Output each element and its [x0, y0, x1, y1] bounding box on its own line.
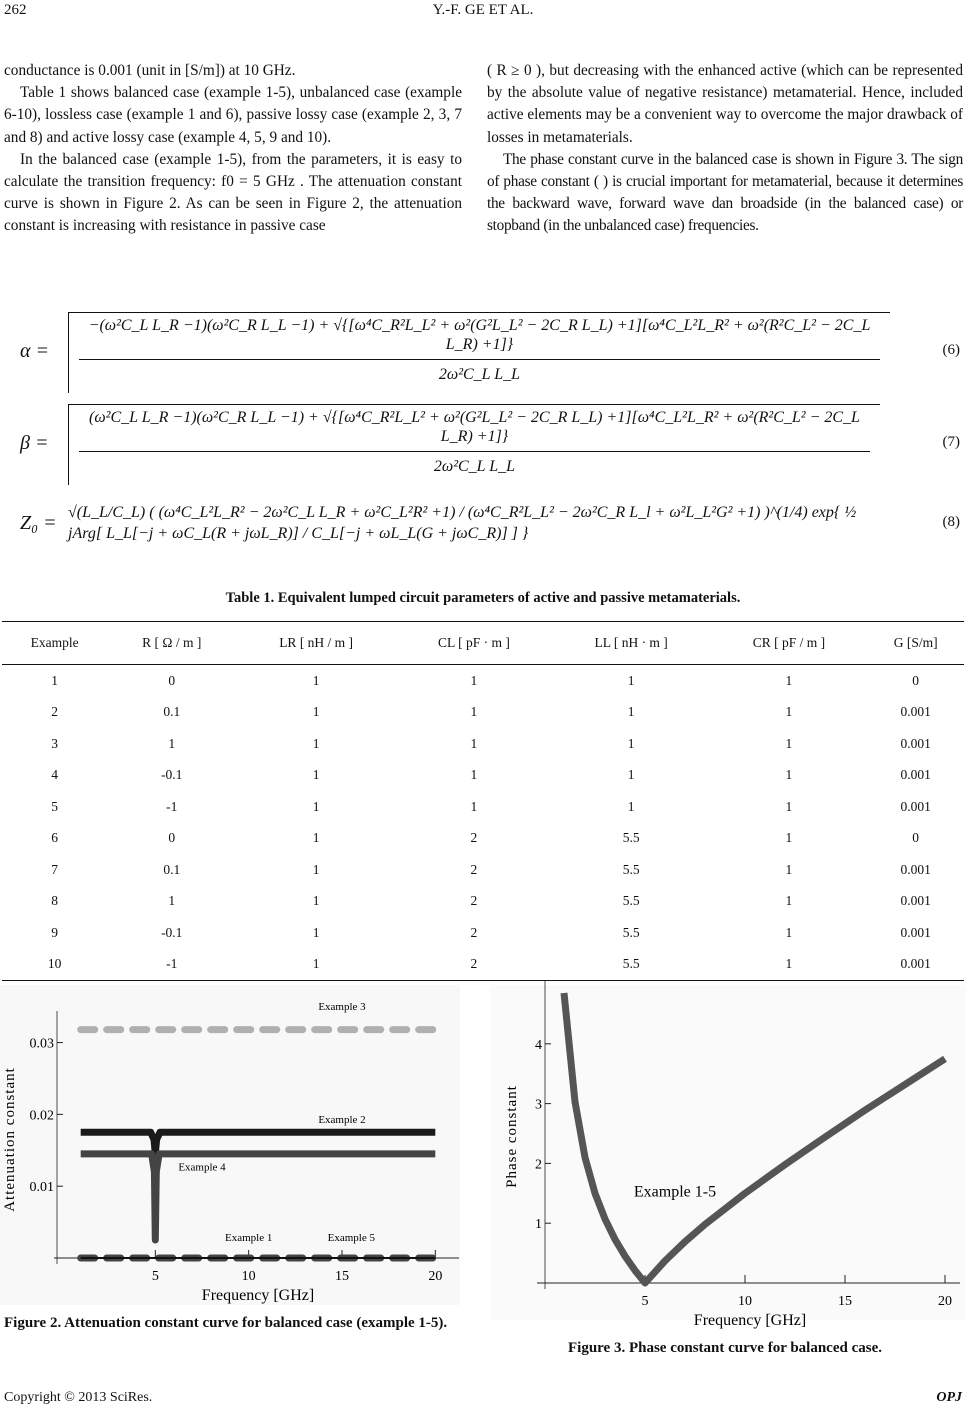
table-cell: 1	[470, 798, 478, 814]
table-cell: 0.001	[867, 949, 964, 981]
table-cell: 10	[2, 949, 107, 981]
table-cell: 0.001	[900, 767, 931, 783]
series-label: Example 4	[178, 1161, 226, 1174]
table-cell: 1	[51, 672, 59, 688]
table-cell: 1	[627, 798, 635, 814]
column-header: LR [ nH / m ]	[236, 622, 396, 665]
denominator: 2ω²C_L L_L	[433, 458, 516, 475]
table-cell: 1	[312, 672, 320, 688]
equation-lhs: β =	[20, 432, 49, 454]
sqrt-sign	[68, 312, 890, 393]
column-header: G [S/m]	[867, 622, 964, 665]
table-cell: 5.5	[622, 830, 640, 846]
x-tick-label: 20	[428, 1269, 443, 1284]
equation-6	[20, 312, 960, 394]
table-cell: 1	[236, 949, 396, 981]
y-tick-label: 0.02	[29, 1108, 54, 1124]
x-tick-label: 15	[838, 1294, 852, 1309]
equation-8	[20, 498, 960, 568]
equation-number: (6)	[942, 342, 960, 358]
table-row	[2, 791, 964, 823]
table-cell: 1	[168, 893, 176, 909]
y-tick-label: 3	[535, 1097, 542, 1113]
table-cell: 2	[396, 949, 552, 981]
table-cell: -0.1	[161, 767, 183, 783]
table-row	[2, 854, 964, 886]
table-cell: 0	[912, 830, 920, 846]
table-cell: 0.1	[163, 861, 181, 877]
table-header-row	[2, 622, 964, 665]
table-row	[2, 697, 964, 729]
table-cell: 1	[627, 767, 635, 783]
y-axis-label: Attenuation constant	[2, 1067, 18, 1212]
table-cell: 1	[470, 704, 478, 720]
table-cell: 2	[470, 830, 478, 846]
table-cell: 0.001	[900, 798, 931, 814]
table-cell: -1	[107, 949, 236, 981]
denominator: 2ω²C_L L_L	[438, 366, 521, 383]
column-header: CR [ pF / m ]	[711, 622, 868, 665]
table-cell: 3	[51, 735, 59, 751]
table-cell: 1	[627, 704, 635, 720]
parameters-table	[2, 621, 964, 981]
table-row	[2, 760, 964, 792]
table-cell: 9	[51, 924, 59, 940]
table-cell: 1	[785, 767, 793, 783]
column-header: Example	[2, 622, 107, 665]
column-header: CL [ pF · m ]	[396, 622, 552, 665]
table-cell: 1	[785, 704, 793, 720]
paragraph: The phase constant curve in the balanced case is shown in Figure 3. The sign of phase constant ( ) is crucial important for metamaterial, because it determines the backward wave, forward wave dan broadside (in the balanced case) or stopband (in the unbalanced case) frequencies.	[487, 150, 963, 235]
series-label: Example 2	[318, 1113, 366, 1126]
table-cell: 2	[470, 924, 478, 940]
x-tick-label: 10	[241, 1269, 256, 1284]
table-cell: 0.001	[900, 893, 931, 909]
table-cell: 5	[51, 798, 59, 814]
table-cell: 1	[312, 735, 320, 751]
table-cell: 1	[312, 893, 320, 909]
table-cell: 1	[785, 672, 793, 688]
table-cell: 2	[51, 704, 59, 720]
x-tick-label: 15	[335, 1269, 349, 1284]
table-caption: Table 1. Equivalent lumped circuit parameters of active and passive metamaterials.	[225, 590, 741, 606]
paragraph: In the balanced case (example 1-5), from the parameters, it is easy to calculate the transition frequency: f0 = 5 GHz . The attenuation constant curve is shown in Figure 2. As can be seen in Figure 2, the attenuation constant is increasing with resistance in passive case	[4, 150, 462, 235]
table-cell: 0.001	[900, 924, 931, 940]
table-cell: 1	[785, 735, 793, 751]
equation-7	[20, 404, 960, 486]
table-cell: 0	[912, 672, 920, 688]
x-tick-label: 5	[151, 1269, 159, 1284]
series-label: Example 5	[327, 1231, 376, 1244]
left-column	[4, 60, 462, 238]
table-cell: 5.5	[622, 893, 640, 909]
paragraph: ( R ≥ 0 ), but decreasing with the enhanced active (which can be represented by the absolute value of negative resistance) metamaterial. Hence, included active elements may be a convenient way to overcome the major drawback of losses in metamaterials.	[487, 62, 963, 146]
x-tick-label: 5	[641, 1294, 649, 1309]
equation-lhs: Z₀ =	[20, 512, 57, 534]
series-label: Example 1-5	[633, 1183, 717, 1201]
right-column	[487, 60, 963, 238]
table-cell: 1	[711, 949, 868, 981]
table-row	[2, 823, 964, 855]
sqrt-sign	[68, 404, 880, 485]
table-cell: 1	[785, 830, 793, 846]
equations	[20, 312, 960, 572]
column-header: LL [ nH · m ]	[552, 622, 711, 665]
page-number: 262	[4, 2, 27, 18]
y-tick-label: 0.01	[29, 1180, 54, 1196]
table-cell: 1	[785, 893, 793, 909]
table-cell: 2	[470, 893, 478, 909]
fraction-bar	[79, 359, 880, 360]
table-cell: -0.1	[161, 924, 183, 940]
table-row	[2, 917, 964, 949]
chart-background	[490, 985, 966, 1320]
table-cell: 0.1	[163, 704, 181, 720]
table-cell: 0.001	[900, 735, 931, 751]
table-cell: 4	[51, 767, 59, 783]
x-axis-label: Frequency [GHz]	[201, 1287, 315, 1304]
table-cell: 1	[627, 672, 635, 688]
equation-number: (7)	[942, 434, 960, 450]
y-tick-label: 4	[535, 1037, 542, 1053]
table-cell: 1	[785, 798, 793, 814]
table-cell: 6	[51, 830, 59, 846]
x-axis-label: Frequency [GHz]	[693, 1312, 807, 1329]
table-cell: 7	[51, 861, 59, 877]
numerator: −(ω²C_L L_R −1)(ω²C_R L_L −1) + √{[ω⁴C_R²L_L² + ω²(G²L_L² − 2C_R L_L) +1][ω⁴C_L²L_R² + ω²(R²C_L² − 2C_L L_R) +1]}	[88, 317, 871, 353]
y-axis-label: Phase constant	[504, 1085, 520, 1188]
x-tick-label: 10	[738, 1294, 752, 1309]
table-cell: 1	[470, 672, 478, 688]
table-row	[2, 728, 964, 760]
table-cell: 5.5	[552, 949, 711, 981]
y-tick-label: 2	[535, 1157, 542, 1173]
table-cell: 1	[312, 924, 320, 940]
table-cell: 1	[470, 767, 478, 783]
running-title: Y.-F. GE ET AL.	[432, 2, 534, 18]
series-label: Example 3	[318, 1001, 366, 1014]
figure-3-caption: Figure 3. Phase constant curve for balanced case.	[568, 1340, 882, 1356]
table-cell: -1	[166, 798, 178, 814]
series-label: Example 1	[224, 1231, 273, 1244]
table-cell: 1	[312, 830, 320, 846]
equation-body: √(L_L/C_L) ( (ω⁴C_L²L_R² − 2ω²C_L L_R + ω²C_L²R² +1) / (ω⁴C_R²L_L² − 2ω²C_R L_l + ω²L_L²G² +1) )^(1/4) exp{ ½ jArg[ L_L[−j + ωC_L(R + jωL_R)] / C_L[−j + ωL_L(G + jωC_R)] ] }	[68, 504, 857, 542]
table-cell: 1	[785, 924, 793, 940]
paragraph: Table 1 shows balanced case (example 1-5), unbalanced case (example 6-10), lossless case (example 1 and 6), passive lossy case (example 2, 3, 7 and 8) and active lossy case (example 4, 5, 9 and 10).	[4, 84, 462, 146]
table-cell: 1	[168, 735, 176, 751]
table-cell: 8	[51, 893, 59, 909]
column-header: R [ Ω / m ]	[107, 622, 236, 665]
y-tick-label: 0.03	[29, 1036, 54, 1052]
table-cell: 1	[312, 704, 320, 720]
equation-lhs: α =	[20, 340, 49, 362]
table-cell: 1	[470, 735, 478, 751]
table-cell: 1	[627, 735, 635, 751]
table-cell: 5.5	[622, 861, 640, 877]
y-tick-label: 1	[535, 1217, 542, 1233]
table-cell: 0.001	[900, 704, 931, 720]
table-cell: 0	[168, 672, 176, 688]
table-cell: 5.5	[622, 924, 640, 940]
x-tick-label: 20	[938, 1294, 952, 1309]
table-cell: 1	[312, 861, 320, 877]
attenuation-chart	[0, 985, 460, 1305]
table-row	[2, 949, 964, 981]
table-cell: 1	[312, 767, 320, 783]
table-row	[2, 886, 964, 918]
paragraph: conductance is 0.001 (unit in [S/m]) at 10 GHz.	[4, 62, 296, 79]
numerator: (ω²C_L L_R −1)(ω²C_R L_L −1) + √{[ω⁴C_R²L_L² + ω²(G²L_L² − 2C_R L_L) +1][ω⁴C_L²L_R² + ω²(R²C_L² − 2C_L L_R) +1]}	[89, 409, 860, 445]
equation-number: (8)	[942, 514, 960, 530]
journal-name: OPJ	[936, 1390, 962, 1405]
table-cell: 1	[785, 861, 793, 877]
fraction-bar	[79, 451, 870, 452]
table-cell: 2	[470, 861, 478, 877]
table-cell: 0	[168, 830, 176, 846]
phase-chart	[490, 985, 966, 1329]
table-cell: 0.001	[900, 861, 931, 877]
copyright: Copyright © 2013 SciRes.	[4, 1390, 153, 1405]
table-cell: 1	[312, 798, 320, 814]
table-row	[2, 665, 964, 697]
figure-2-caption: Figure 2. Attenuation constant curve for balanced case (example 1-5).	[4, 1315, 448, 1331]
